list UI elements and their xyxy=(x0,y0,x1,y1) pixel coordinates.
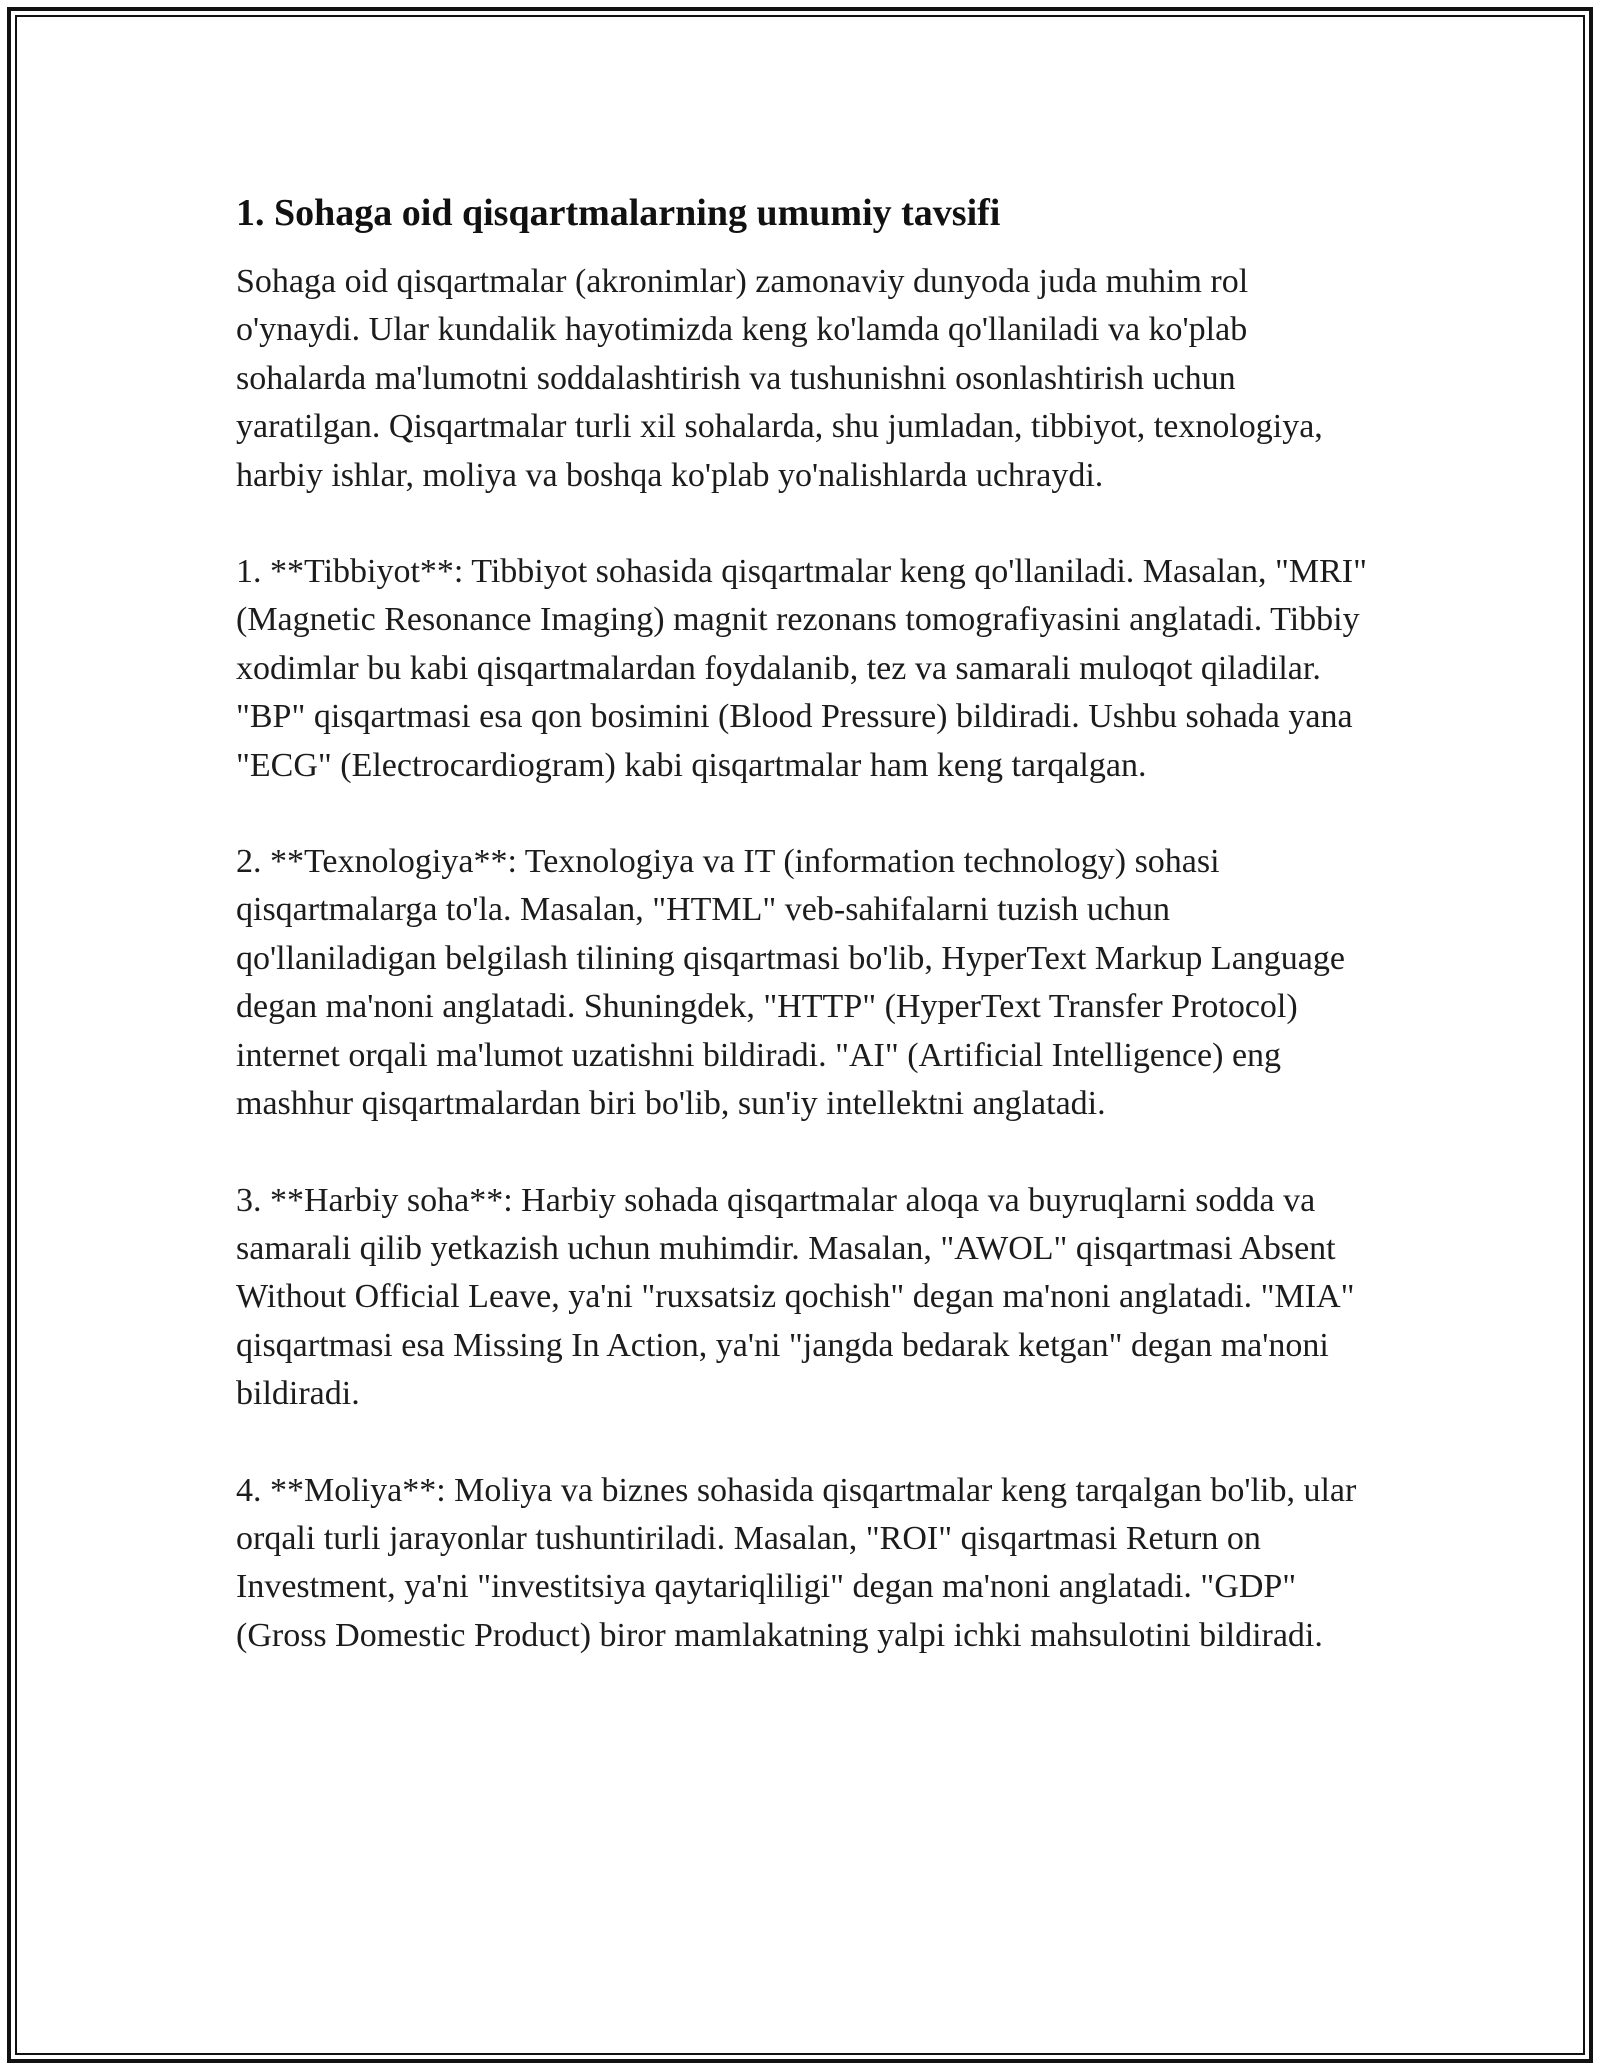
section-heading: 1. Sohaga oid qisqartmalarning umumiy tavsifi xyxy=(236,192,1001,234)
medicine-paragraph: 1. **Tibbiyot**: Tibbiyot sohasida qisqartmalar keng qo'llaniladi. Masalan, "MRI" (Magnetic Resonance Imaging) magnit rezonans tomografiyasini anglatadi. Tibbiy xodimlar bu kabi qisqartmalardan foydalanib, tez va samarali muloqot qiladilar. "BP" qisqartmasi esa qon bosimini (Blood Pressure) bildiradi. Ushbu sohada yana "ECG" (Electrocardiogram) kabi qisqartmalar ham keng tarqalgan. xyxy=(236,553,1367,784)
technology-paragraph: 2. **Texnologiya**: Texnologiya va IT (information technology) sohasi qisqartmalarga to'la. Masalan, "HTML" veb-sahifalarni tuzish uchun qo'llaniladigan belgilash tilining qisqartmasi bo'lib, HyperText Markup Language degan ma'noni anglatadi. Shuningdek, "HTTP" (HyperText Transfer Protocol) internet orqali ma'lumot uzatishni bildiradi. "AI" (Artificial Intelligence) eng mashhur qisqartmalardan biri bo'lib, sun'iy intellektni anglatadi. xyxy=(236,843,1345,1123)
finance-paragraph: 4. **Moliya**: Moliya va biznes sohasida qisqartmalar keng tarqalgan bo'lib, ular orqali turli jarayonlar tushuntiriladi. Masalan, "ROI" qisqartmasi Return on Investment, ya'ni "investitsiya qaytariqliligi" degan ma'noni anglatadi. "GDP" (Gross Domestic Product) biror mamlakatning yalpi ichki mahsulotini bildiradi. xyxy=(236,1471,1357,1654)
intro-paragraph: Sohaga oid qisqartmalar (akronimlar) zamonaviy dunyoda juda muhim rol o'ynaydi. Ular kundalik hayotimizda keng ko'lamda qo'llaniladi va ko'plab sohalarda ma'lumotni soddalashtirish va tushunishni osonlashtirish uchun yaratilgan. Qisqartmalar turli xil sohalarda, shu jumladan, tibbiyot, texnologiya, harbiy ishlar, moliya va boshqa ko'plab yo'nalishlarda uchraydi. xyxy=(236,263,1323,494)
document-body xyxy=(236,186,1376,1708)
military-paragraph: 3. **Harbiy soha**: Harbiy sohada qisqartmalar aloqa va buyruqlarni sodda va samarali qilib yetkazish uchun muhimdir. Masalan, "AWOL" qisqartmasi Absent Without Official Leave, ya'ni "ruxsatsiz qochish" degan ma'noni anglatadi. "MIA" qisqartmasi esa Missing In Action, ya'ni "jangda bedarak ketgan" degan ma'noni bildiradi. xyxy=(236,1181,1355,1413)
